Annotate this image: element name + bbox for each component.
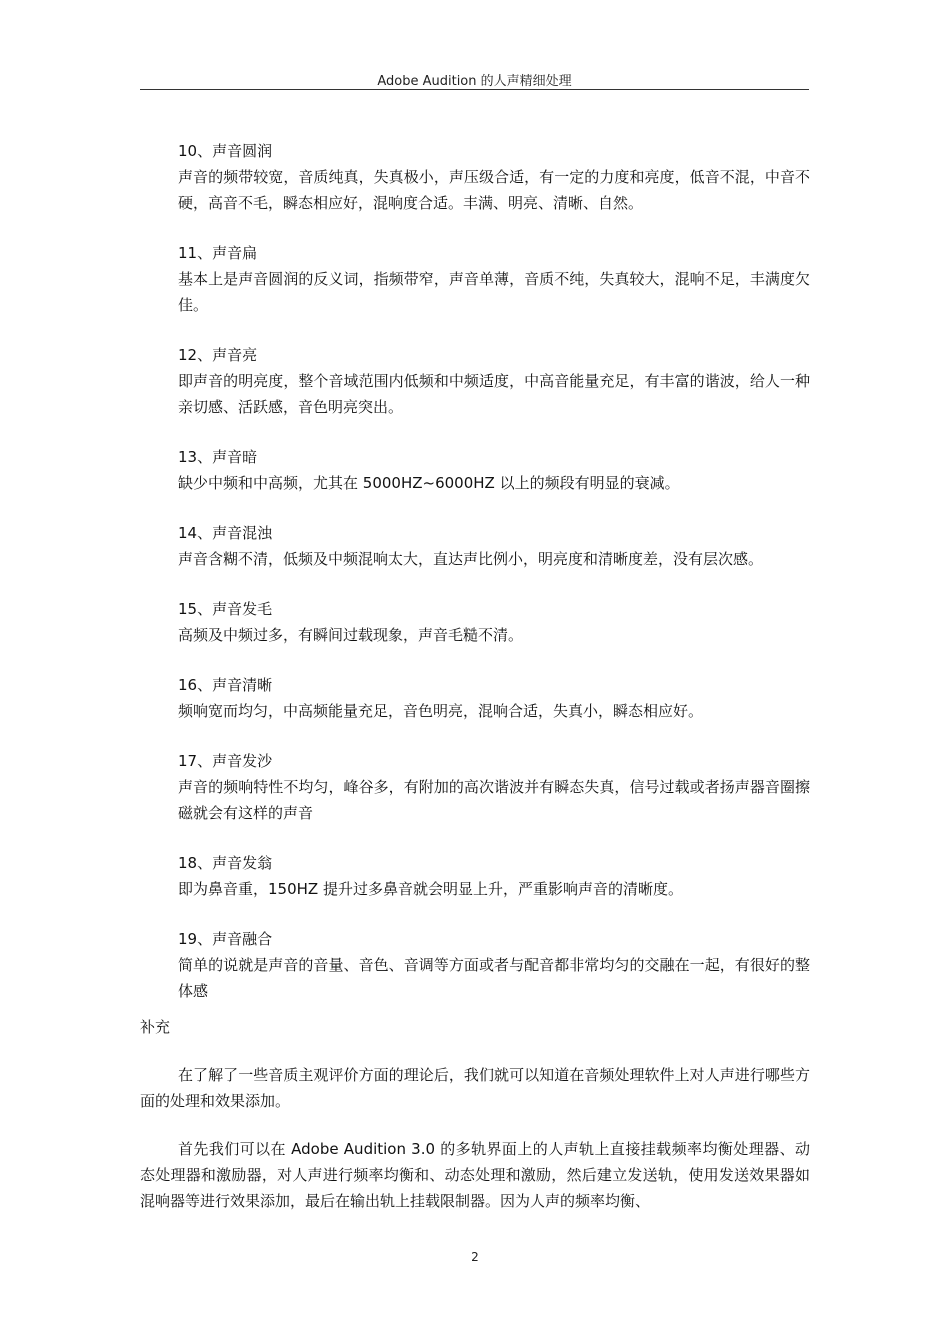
- item-body: 即为鼻音重，150HZ 提升过多鼻音就会明显上升，严重影响声音的清晰度。: [178, 880, 683, 898]
- item-body: 基本上是声音圆润的反义词，指频带窄，声音单薄，音质不纯，失真较大，混响不足，丰满度欠佳。: [178, 270, 810, 314]
- item-body: 频响宽而均匀，中高频能量充足，音色明亮，混响合适，失真小，瞬态相应好。: [178, 702, 704, 720]
- item-title: 12、声音亮: [178, 346, 258, 364]
- item-body: 高频及中频过多，有瞬间过载现象，声音毛糙不清。: [178, 626, 524, 644]
- list-item: [178, 520, 810, 572]
- item-title: 10、声音圆润: [178, 142, 273, 160]
- item-title: 18、声音发翁: [178, 854, 273, 872]
- item-body: 声音含糊不清，低频及中频混响太大，直达声比例小，明亮度和清晰度差，没有层次感。: [178, 550, 764, 568]
- header-divider: [140, 89, 809, 90]
- list-item: [178, 138, 810, 216]
- item-body: 简单的说就是声音的音量、音色、音调等方面或者与配音都非常均匀的交融在一起，有很好的整体感: [178, 956, 810, 1000]
- item-body: 声音的频响特性不均匀，峰谷多，有附加的高次谐波并有瞬态失真，信号过载或者扬声器音圈擦磁就会有这样的声音: [178, 778, 810, 822]
- item-body: 声音的频带较宽，音质纯真，失真极小，声压级合适，有一定的力度和亮度，低音不混，中音不硬，高音不毛，瞬态相应好，混响度合适。丰满、明亮、清晰、自然。: [178, 168, 810, 212]
- list-item: [178, 342, 810, 420]
- item-body: 缺少中频和中高频，尤其在 5000HZ~6000HZ 以上的频段有明显的衰减。: [178, 474, 680, 492]
- item-title: 11、声音扁: [178, 244, 258, 262]
- list-item: [178, 240, 810, 318]
- item-title: 14、声音混浊: [178, 524, 273, 542]
- page-header-title: Adobe Audition 的人声精细处理: [377, 74, 572, 89]
- section-heading-supplement: 补充: [140, 1018, 171, 1036]
- list-item: [178, 926, 810, 1004]
- item-title: 15、声音发毛: [178, 600, 273, 618]
- list-item: [178, 444, 810, 496]
- page-number: 2: [471, 1250, 479, 1264]
- item-title: 17、声音发沙: [178, 752, 273, 770]
- list-item: [178, 748, 810, 826]
- item-title: 16、声音清晰: [178, 676, 273, 694]
- definition-list: [178, 138, 810, 1028]
- list-item: [178, 596, 810, 648]
- list-item: [178, 672, 810, 724]
- body-paragraph: 首先我们可以在 Adobe Audition 3.0 的多轨界面上的人声轨上直接挂载频率均衡处理器、动态处理器和激励器，对人声进行频率均衡和、动态处理和激励，然后建立发送轨，使用发送效果器如混响器等进行效果添加，最后在输出轨上挂载限制器。因为人声的频率均衡、: [140, 1140, 810, 1210]
- item-title: 13、声音暗: [178, 448, 258, 466]
- body-paragraph: 在了解了一些音质主观评价方面的理论后，我们就可以知道在音频处理软件上对人声进行哪些方面的处理和效果添加。: [140, 1066, 810, 1110]
- item-title: 19、声音融合: [178, 930, 273, 948]
- list-item: [178, 850, 810, 902]
- item-body: 即声音的明亮度，整个音域范围内低频和中频适度，中高音能量充足，有丰富的谐波，给人一种亲切感、活跃感，音色明亮突出。: [178, 372, 810, 416]
